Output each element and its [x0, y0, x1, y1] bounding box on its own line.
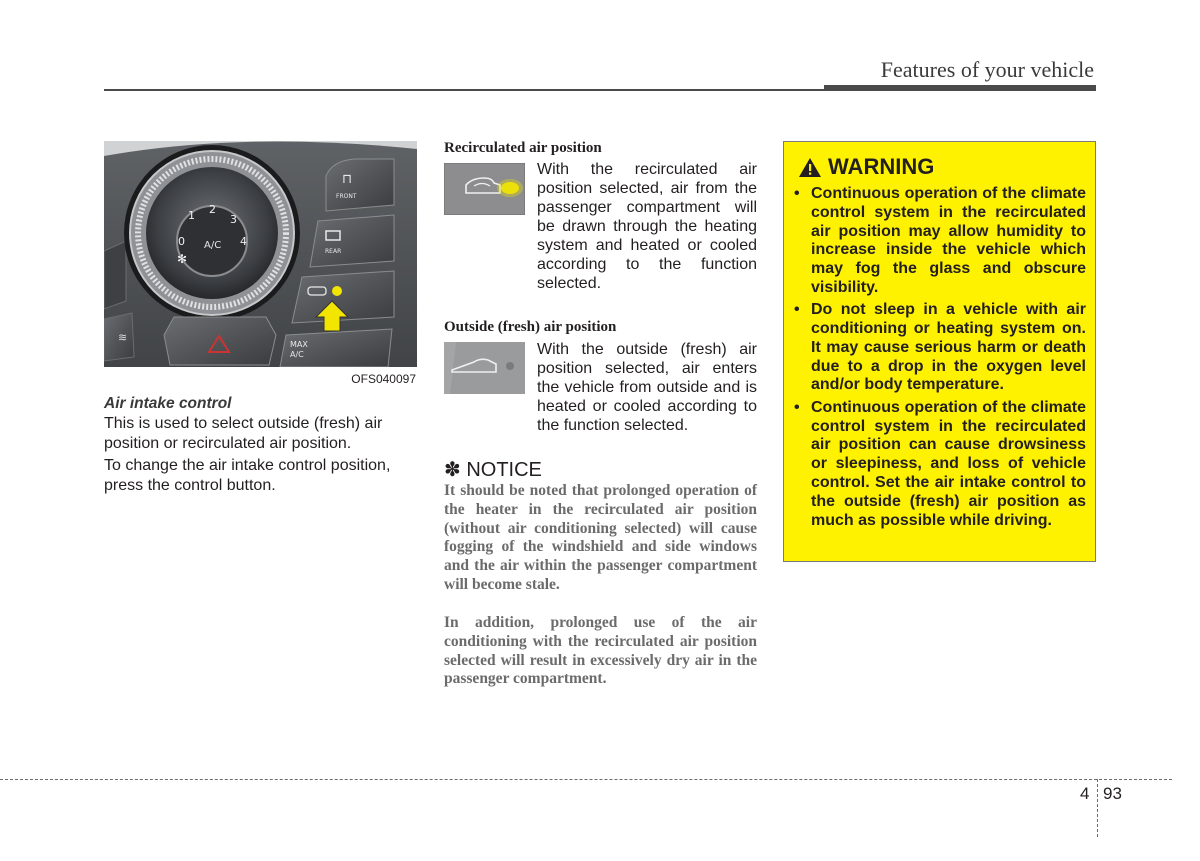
footer-divider: [1097, 779, 1098, 837]
dial-number-4: 4: [240, 235, 247, 248]
fan-icon: ✻: [177, 252, 188, 266]
intro-paragraph: This is used to select outside (fresh) air position or recirculated air position.: [104, 415, 383, 452]
warning-box: [783, 141, 1096, 562]
notice-paragraph-2: In addition, prolonged use of the air conditioning with the recirculated air position selected will result in excessively dry air in the passenger compartment.: [444, 614, 757, 688]
front-label: FRONT: [336, 193, 357, 200]
instruction-paragraph: To change the air intake control position, press the control button.: [104, 457, 391, 494]
rear-label: REAR: [325, 248, 342, 255]
climate-control-photo: [104, 141, 417, 367]
svg-text:≋: ≋: [118, 331, 128, 344]
footer-rule: [0, 779, 1172, 780]
warning-item: • Continuous operation of the climate control system in the recirculated air position may allow humidity to increase inside the vehicle which may fog the glass and obscure visibility.: [794, 185, 1086, 296]
dial-number-2: 2: [209, 203, 216, 216]
dial-number-0: 0: [178, 235, 185, 248]
notice-paragraph-1: It should be noted that prolonged operation of the heater in the recirculated air position (without air conditioning selected) will cause fogging of the windshield and side windows and the air within the passenger compartment will become stale.: [444, 482, 757, 593]
section-caption: Air intake control: [104, 395, 232, 412]
recirculated-heading: Recirculated air position: [444, 140, 602, 156]
max-label: MAX: [290, 340, 308, 349]
notice-title: NOTICE: [466, 459, 542, 481]
page-number: 93: [1103, 784, 1122, 803]
notice-symbol-icon: ✽: [444, 459, 461, 481]
warning-list: [794, 185, 1086, 534]
dial-number-3: 3: [230, 213, 237, 226]
outside-text: With the outside (fresh) air position selected, air enters the vehicle from outside and is heated or cooled according to the function selected.: [537, 341, 757, 434]
notice-heading: [444, 457, 542, 482]
recirculated-button-image: [444, 163, 525, 215]
warning-heading: [798, 154, 934, 180]
front-defrost-icon: ⊓: [342, 172, 353, 187]
warning-title: WARNING: [828, 154, 935, 179]
warning-item: • Do not sleep in a vehicle with air conditioning or heating system on. It may cause serious harm or death due to a drop in the oxygen level and/or body temperature.: [794, 301, 1086, 394]
dial-number-1: 1: [188, 209, 195, 222]
warning-item: • Continuous operation of the climate control system in the recirculated air position can cause drowsiness or sleepiness, and loss of vehicle control. Set the air intake control to the outside (fresh) air position as much as possible while driving.: [794, 398, 1086, 529]
dial-ac-label: A/C: [204, 240, 222, 251]
max-ac-label: A/C: [290, 350, 304, 359]
running-header: Features of your vehicle: [880, 57, 1094, 82]
photo-code: OFS040097: [351, 372, 416, 386]
recirculated-text: With the recirculated air position selected, air from the passenger compartment will be drawn through the heating system and heated or cooled according to the function selected.: [537, 161, 757, 292]
chapter-number: 4: [1080, 784, 1090, 803]
outside-button-image: [444, 342, 525, 394]
outside-heading: Outside (fresh) air position: [444, 319, 617, 335]
warning-triangle-icon: [798, 157, 822, 178]
header-rule: [104, 89, 1096, 91]
